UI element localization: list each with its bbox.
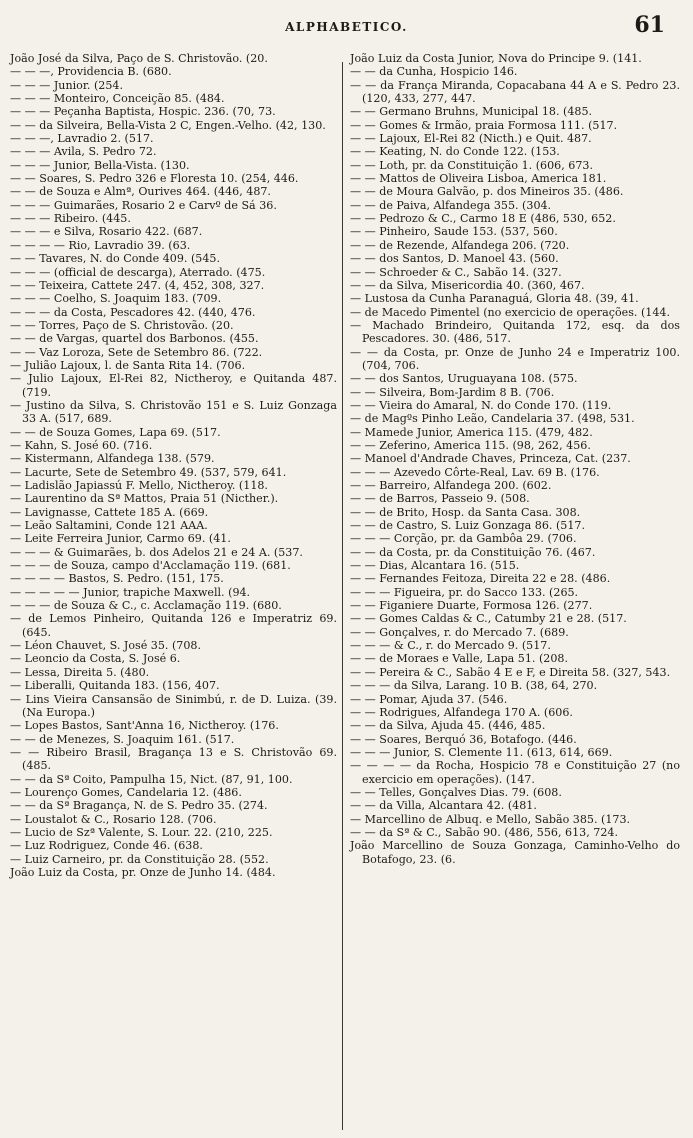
directory-entry: — Justino da Silva, S. Christovão 151 e S. Luiz Gonzaga 33 A. (517, 689. xyxy=(10,398,337,426)
directory-entry: — — Loth, pr. da Constituição 1. (606, 673. xyxy=(350,158,593,172)
directory-entry: — de Lemos Pinheiro, Quitanda 126 e Imperatriz 69. (645. xyxy=(10,612,337,639)
directory-entry: — — — de Souza, campo d'Acclamação 119. (681. xyxy=(10,559,291,573)
directory-entry: — — Gomes Caldas & C., Catumby 21 e 28. (517. xyxy=(350,612,627,626)
directory-entry: — — Schroeder & C., Sabão 14. (327. xyxy=(350,265,562,279)
directory-entry: — — — Azevedo Côrte-Real, Lav. 69 B. (176. xyxy=(350,465,600,479)
directory-entry: — — — Coelho, S. Joaquim 183. (709. xyxy=(10,292,222,306)
directory-entry: — — — — — Junior, trapiche Maxwell. (94. xyxy=(10,585,251,599)
directory-entry: — — — & Guimarães, b. dos Adelos 21 e 24 A. (537. xyxy=(10,545,303,559)
directory-entry: João José da Silva, Paço de S. Christovão. (20. xyxy=(10,52,268,65)
directory-entry: — — — Monteiro, Conceição 85. (484. xyxy=(10,92,225,106)
directory-entry: — — Tavares, N. do Conde 409. (545. xyxy=(10,252,221,266)
page-number: 61 xyxy=(634,12,665,38)
directory-entry: — — Figaniere Duarte, Formosa 126. (277. xyxy=(350,599,593,613)
directory-entry: — — da Costa, pr. Onze de Junho 24 e Imperatriz 100. (704, 706. xyxy=(350,345,680,372)
running-title: ALPHABETICO. xyxy=(285,20,408,34)
directory-entry: — — de Moura Galvão, p. dos Mineiros 35. (486. xyxy=(350,185,624,199)
directory-entry: — de Macedo Pimentel (no exercicio de operações. (144. xyxy=(350,305,670,319)
directory-entry: — — — da Silva, Larang. 10 B. (38, 64, 270. xyxy=(350,679,598,693)
directory-entry: — — da Sª & C., Sabão 90. (486, 556, 613, 724. xyxy=(350,825,618,839)
directory-entry: — — da Sª Bragança, N. de S. Pedro 35. (274. xyxy=(10,799,268,813)
column-divider xyxy=(342,62,343,1130)
directory-entry: — — Telles, Gonçalves Dias. 79. (608. xyxy=(350,785,562,799)
directory-entry: — — de Barros, Passeio 9. (508. xyxy=(350,492,530,506)
directory-entry: João Luiz da Costa, pr. Onze de Junho 14. (484. xyxy=(10,865,276,879)
directory-entry: — — da Silveira, Bella-Vista 2 C, Engen.-Velho. (42, 130. xyxy=(10,118,326,132)
directory-entry: — — de Vargas, quartel dos Barbonos. (455. xyxy=(10,332,259,346)
directory-entry: — Lessa, Direita 5. (480. xyxy=(10,665,150,679)
directory-entry: — Lins Vieira Cansansão de Sinimbú, r. de D. Luiza. (39. (Na Europa.) xyxy=(10,692,337,719)
directory-entry: — — —, Lavradio 2. (517. xyxy=(10,132,154,146)
directory-entry: — — Mattos de Oliveira Lisboa, America 181. xyxy=(350,172,607,186)
directory-entry: — — Vaz Loroza, Sete de Setembro 86. (722. xyxy=(10,345,263,359)
directory-entry: — — — Corção, pr. da Gambôa 29. (706. xyxy=(350,532,577,546)
directory-entry: — Luz Rodriguez, Conde 46. (638. xyxy=(10,839,203,853)
directory-entry: — — — — Rio, Lavradio 39. (63. xyxy=(10,238,191,252)
directory-entry: — — Gonçalves, r. do Mercado 7. (689. xyxy=(350,625,569,639)
directory-entry: — Léon Chauvet, S. José 35. (708. xyxy=(10,639,202,653)
directory-entry: João Marcellino de Souza Gonzaga, Caminho-Velho do Botafogo, 23. (6. xyxy=(350,839,680,866)
directory-entry: — — Germano Bruhns, Municipal 18. (485. xyxy=(350,105,593,119)
directory-entry: — Luiz Carneiro, pr. da Constituição 28. (552. xyxy=(10,852,269,866)
directory-entry: — Julião Lajoux, l. de Santa Rita 14. (706. xyxy=(10,358,246,372)
directory-entry: — — de Rezende, Alfandega 206. (720. xyxy=(350,238,570,252)
right-column xyxy=(350,52,680,866)
directory-entry: — de Magºs Pinho Leão, Candelaria 37. (498, 531. xyxy=(350,412,635,426)
directory-entry: — Lacurte, Sete de Setembro 49. (537, 579, 641. xyxy=(10,465,287,479)
directory-entry: — — — Peçanha Baptista, Hospic. 236. (70, 73. xyxy=(10,105,276,119)
directory-entry: — — de Brito, Hosp. da Santa Casa. 308. xyxy=(350,505,581,519)
directory-entry: — Lustosa da Cunha Paranaguá, Gloria 48. (39, 41. xyxy=(350,292,639,306)
directory-entry: — — da França Miranda, Copacabana 44 A e S. Pedro 23. (120, 433, 277, 447. xyxy=(350,78,680,106)
directory-entry: — — — e Silva, Rosario 422. (687. xyxy=(10,225,203,239)
directory-entry: — — Barreiro, Alfandega 200. (602. xyxy=(350,479,552,492)
directory-entry: — — Pedrozo & C., Carmo 18 E (486, 530, 652. xyxy=(350,212,616,226)
directory-entry: — — Pereira & C., Sabão 4 E e F, e Direita 58. (327, 543. xyxy=(350,665,671,679)
directory-entry: — — de Paiva, Alfandega 355. (304. xyxy=(350,198,552,212)
directory-entry: — Mamede Junior, America 115. (479, 482. xyxy=(350,425,593,439)
directory-entry: — Ladislão Japiassú F. Mello, Nictheroy. (118. xyxy=(10,479,268,492)
directory-entry: — Kistermann, Alfandega 138. (579. xyxy=(10,452,215,466)
directory-entry: — — —, Providencia B. (680. xyxy=(10,65,172,79)
left-column xyxy=(10,52,337,879)
directory-entry: — Machado Brindeiro, Quitanda 172, esq. da dos Pescadores. 30. (486, 517. xyxy=(350,318,680,346)
directory-entry: — — — Junior. (254. xyxy=(10,78,123,92)
directory-entry: — Marcellino de Albuq. e Mello, Sabão 385. (173. xyxy=(350,812,631,826)
directory-entry: — — Soares, S. Pedro 326 e Floresta 10. (254, 446. xyxy=(10,172,299,186)
directory-entry: — — Gomes & Irmão, praia Formosa 111. (517. xyxy=(350,118,618,132)
directory-entry: — Julio Lajoux, El-Rei 82, Nictheroy, e Quitanda 487. (719. xyxy=(10,372,337,399)
directory-entry: — Leão Saltamini, Conde 121 AAA. xyxy=(10,519,208,533)
directory-entry: — Lavignasse, Cattete 185 A. (669. xyxy=(10,505,209,519)
directory-entry: — — Ribeiro Brasil, Bragança 13 e S. Christovão 69. (485. xyxy=(10,745,337,773)
directory-entry: — — — da Costa, Pescadores 42. (440, 476. xyxy=(10,305,256,319)
directory-entry: — Lopes Bastos, Sant'Anna 16, Nictheroy. (176. xyxy=(10,719,279,733)
directory-entry: — — Pomar, Ajuda 37. (546. xyxy=(350,692,508,706)
directory-entry: — — — Avila, S. Pedro 72. xyxy=(10,145,157,159)
directory-entry: — — — — da Rocha, Hospicio 78 e Constituição 27 (no exercicio em operações). (147. xyxy=(350,759,680,786)
directory-entry: — Lourenço Gomes, Candelaria 12. (486. xyxy=(10,785,242,799)
directory-entry: — — Pinheiro, Saude 153. (537, 560. xyxy=(350,225,558,239)
directory-entry: — — dos Santos, D. Manoel 43. (560. xyxy=(350,252,559,266)
directory-entry: — — — Figueira, pr. do Sacco 133. (265. xyxy=(350,585,579,599)
directory-entry: — — Keating, N. do Conde 122. (153. xyxy=(350,145,560,159)
directory-entry: — — da Silva, Ajuda 45. (446, 485. xyxy=(350,719,546,733)
directory-entry: — — — (official de descarga), Aterrado. (475. xyxy=(10,265,266,279)
directory-entry: — — Vieira do Amaral, N. do Conde 170. (119. xyxy=(350,398,612,412)
directory-entry: João Luiz da Costa Junior, Nova do Principe 9. (141. xyxy=(350,52,642,65)
directory-entry: — Liberalli, Quitanda 183. (156, 407. xyxy=(10,679,220,693)
directory-entry: — Leoncio da Costa, S. José 6. xyxy=(10,652,181,666)
directory-entry: — Manoel d'Andrade Chaves, Princeza, Cat. (237. xyxy=(350,452,631,466)
directory-entry: — Loustalot & C., Rosario 128. (706. xyxy=(10,812,217,826)
directory-entry: — — Zeferino, America 115. (98, 262, 456. xyxy=(350,438,591,452)
directory-entry: — Laurentino da Sª Mattos, Praia 51 (Nicther.). xyxy=(10,492,279,506)
directory-entry: — — de Moraes e Valle, Lapa 51. (208. xyxy=(350,652,569,666)
directory-entry: — — da Sª Coito, Pampulha 15, Nict. (87, 91, 100. xyxy=(10,772,293,786)
directory-entry: — — de Menezes, S. Joaquim 161. (517. xyxy=(10,732,235,746)
directory-entry: — — — — Bastos, S. Pedro. (151, 175. xyxy=(10,572,224,586)
directory-entry: — — — Ribeiro. (445. xyxy=(10,212,131,226)
directory-entry: — — de Castro, S. Luiz Gonzaga 86. (517. xyxy=(350,519,585,533)
directory-entry: — — da Silva, Misericordia 40. (360, 467. xyxy=(350,278,585,292)
directory-columns xyxy=(0,52,693,1132)
directory-entry: — — da Cunha, Hospicio 146. xyxy=(350,65,518,79)
directory-entry: — — Torres, Paço de S. Christovão. (20. xyxy=(10,318,234,332)
directory-entry: — — — Junior, S. Clemente 11. (613, 614, 669. xyxy=(350,745,613,759)
directory-entry: — — Soares, Berquó 36, Botafogo. (446. xyxy=(350,732,577,746)
directory-entry: — — Rodrigues, Alfandega 170 A. (606. xyxy=(350,705,573,719)
page-header xyxy=(0,6,693,46)
directory-entry: — — Dias, Alcantara 16. (515. xyxy=(350,559,520,573)
directory-entry: — — de Souza e Almª, Ourives 464. (446, 487. xyxy=(10,185,271,199)
directory-entry: — — Teixeira, Cattete 247. (4, 452, 308, 327. xyxy=(10,278,265,292)
directory-entry: — — Fernandes Feitoza, Direita 22 e 28. (486. xyxy=(350,572,611,586)
directory-entry: — — — & C., r. do Mercado 9. (517. xyxy=(350,639,551,653)
directory-entry: — Leite Ferreira Junior, Carmo 69. (41. xyxy=(10,532,231,546)
directory-entry: — — — de Souza & C., c. Acclamação 119. (680. xyxy=(10,599,282,613)
directory-entry: — Lucio de Szª Valente, S. Lour. 22. (210, 225. xyxy=(10,825,273,839)
directory-entry: — — da Costa, pr. da Constituição 76. (467. xyxy=(350,545,596,559)
directory-entry: — — — Junior, Bella-Vista. (130. xyxy=(10,158,190,172)
directory-entry: — — Lajoux, El-Rei 82 (Nicth.) e Quit. 487. xyxy=(350,132,592,146)
directory-entry: — — de Souza Gomes, Lapa 69. (517. xyxy=(10,425,221,439)
directory-entry: — — Silveira, Bom-Jardim 8 B. (706. xyxy=(350,385,555,399)
directory-entry: — — da Villa, Alcantara 42. (481. xyxy=(350,799,537,813)
directory-entry: — — — Guimarães, Rosario 2 e Carvº de Sá 36. xyxy=(10,198,277,212)
directory-entry: — Kahn, S. José 60. (716. xyxy=(10,438,153,452)
directory-entry: — — dos Santos, Uruguayana 108. (575. xyxy=(350,372,578,386)
